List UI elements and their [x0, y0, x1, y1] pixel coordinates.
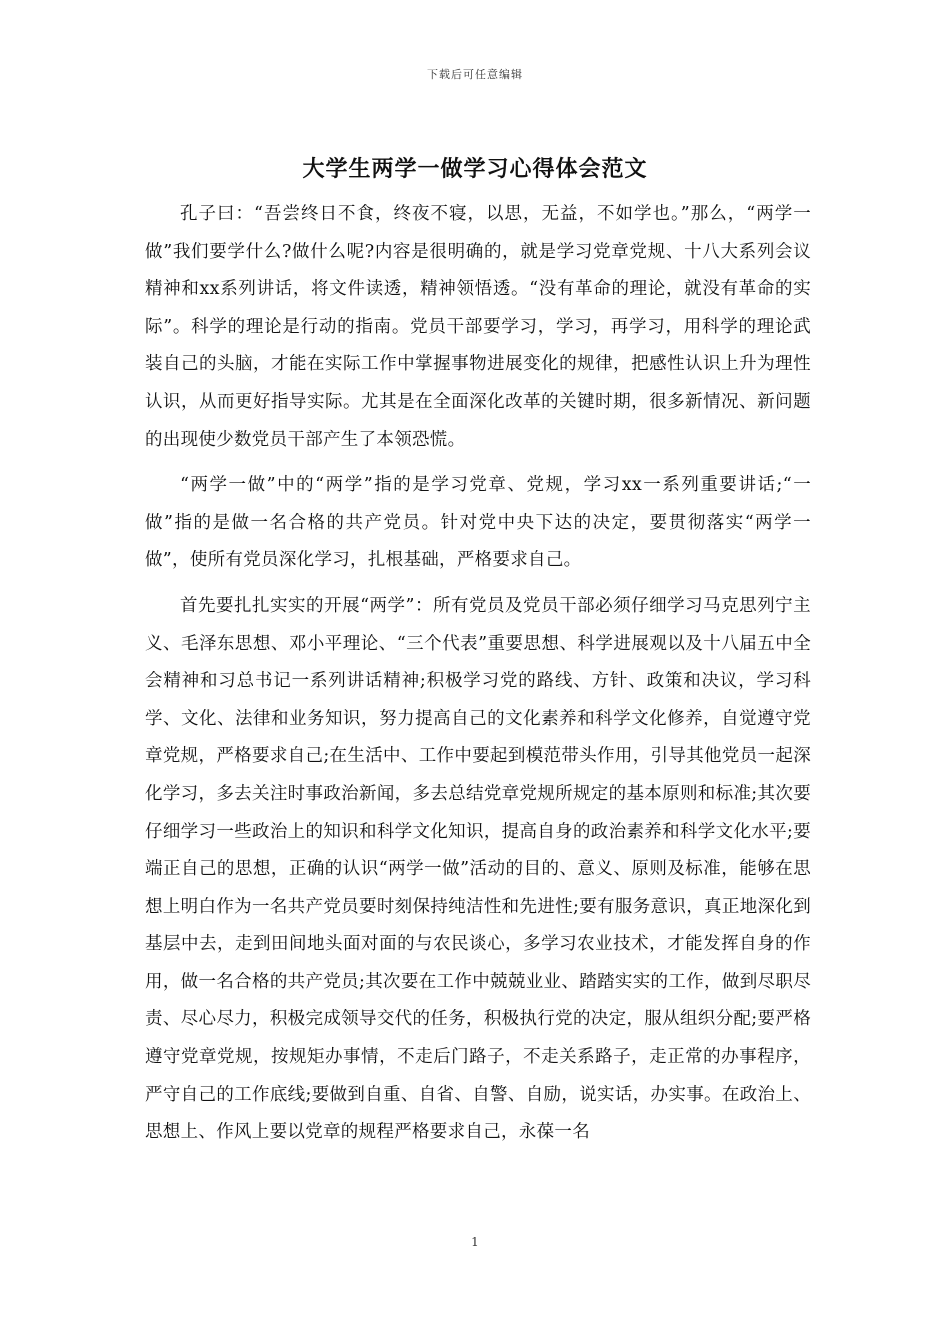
paragraph-3: 首先要扎扎实实的开展“两学”：所有党员及党员干部必须仔细学习马克思列宁主义、毛泽东思想、邓小平理论、“三个代表”重要思想、科学进展观以及十八届五中全会精神和习总书记一系列讲话精神;积极学习党的路线、方针、政策和决议，学习科学、文化、法律和业务知识，努力提高自己的文化素养和科学文化修养，自觉遵守党章党规，严格要求自己;在生活中、工作中要起到模范带头作用，引导其他党员一起深化学习，多去关注时事政治新闻，多去总结党章党规所规定的基本原则和标准;其次要仔细学习一些政治上的知识和科学文化知识，提高自身的政治素养和科学文化水平;要端正自己的思想，正确的认识“两学一做”活动的目的、意义、原则及标准，能够在思想上明白作为一名共产党员要时刻保持纯洁性和先进性;要有服务意识，真正地深化到基层中去，走到田间地头面对面的与农民谈心，多学习农业技术，才能发挥自身的作用，做一名合格的共产党员;其次要在工作中兢兢业业、踏踏实实的工作，做到尽职尽责、尽心尽力，积极完成领导交代的任务，积极执行党的决定，服从组织分配;要严格遵守党章党规，按规矩办事情，不走后门路子，不走关系路子，走正常的办事程序，严守自己的工作底线;要做到自重、自省、自警、自励，说实话，办实事。在政治上、思想上、作风上要以党章的规程严格要求自己，永葆一名: [145, 595, 811, 1143]
document-body: [145, 196, 811, 1160]
page-header-note: 下载后可任意编辑: [427, 68, 523, 81]
document-title: 大学生两学一做学习心得体会范文: [302, 156, 648, 182]
page-number: 1: [471, 1235, 479, 1249]
paragraph-1: 孔子曰：“吾尝终日不食，终夜不寝，以思，无益，不如学也。”那么，“两学一做”我们要学什么?做什么呢?内容是很明确的，就是学习党章党规、十八大系列会议精神和xx系列讲话，将文件读透，精神领悟透。“没有革命的理论，就没有革命的实际”。科学的理论是行动的指南。党员干部要学习，学习，再学习，用科学的理论武装自己的头脑，才能在实际工作中掌握事物进展变化的规律，把感性认识上升为理性认识，从而更好指导实际。尤其是在全面深化改革的关键时期，很多新情况、新问题的出现使少数党员干部产生了本领恐慌。: [145, 204, 811, 450]
paragraph-2: “两学一做”中的“两学”指的是学习党章、党规，学习xx一系列重要讲话;“一做”指的是做一名合格的共产党员。针对党中央下达的决定，要贯彻落实“两学一做”，使所有党员深化学习，扎根基础，严格要求自己。: [145, 475, 811, 571]
